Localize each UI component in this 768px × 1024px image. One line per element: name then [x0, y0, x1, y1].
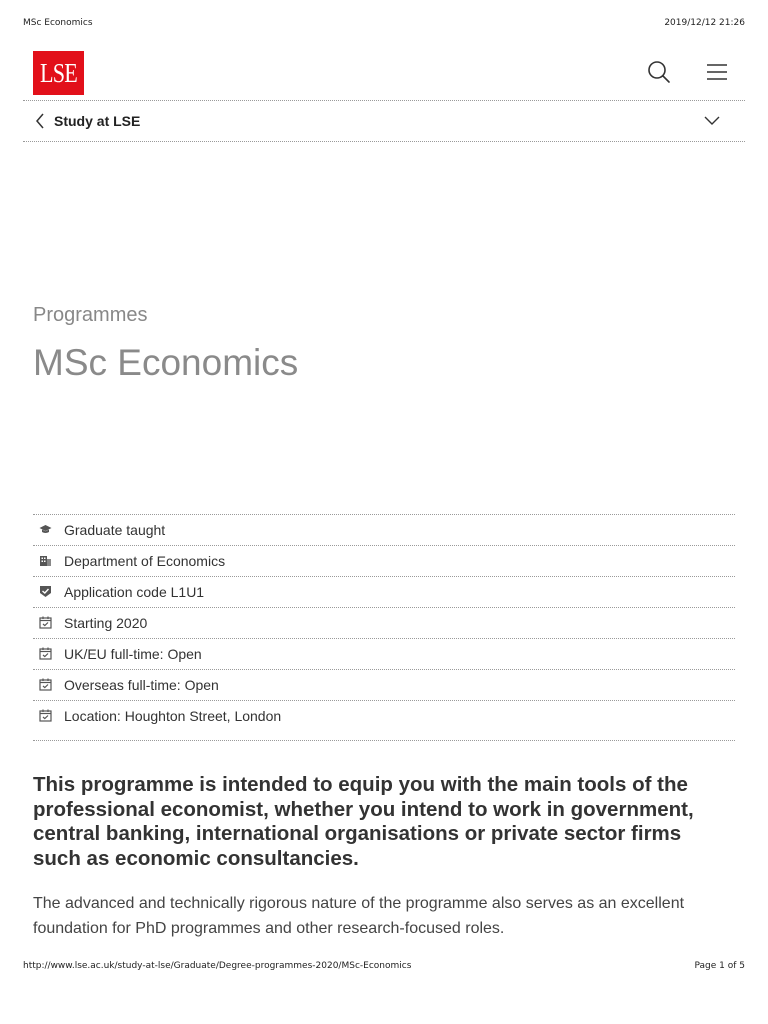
- chevron-left-icon[interactable]: [34, 112, 46, 130]
- print-header-title: MSc Economics: [23, 18, 93, 28]
- calendar-check-icon: [39, 678, 52, 691]
- calendar-check-icon: [39, 616, 52, 629]
- shield-check-icon: [39, 585, 52, 598]
- programme-facts-list: [33, 514, 735, 741]
- fact-item: [33, 546, 735, 577]
- intro-lead-paragraph: This programme is intended to equip you with the main tools of the professional economist, whether you intend to work in government, central banking, international organisations or private sector firms such as economic consultancies.: [33, 773, 694, 870]
- building-icon: [39, 554, 52, 567]
- breadcrumb[interactable]: [23, 101, 745, 142]
- page-title: MSc Economics: [33, 342, 299, 383]
- fact-item: [33, 608, 735, 639]
- fact-text: Graduate taught: [64, 522, 166, 538]
- graduation-cap-icon: [39, 523, 52, 536]
- print-header: [23, 18, 745, 32]
- print-footer: [23, 961, 745, 975]
- search-icon: [645, 58, 673, 86]
- fact-text: UK/EU full-time: Open: [64, 646, 202, 662]
- lse-logo[interactable]: [33, 51, 84, 95]
- calendar-check-icon: [39, 709, 52, 722]
- hamburger-menu-icon: [703, 58, 731, 86]
- print-footer-page: Page 1 of 5: [694, 961, 745, 971]
- logo-text: LSE: [40, 57, 77, 88]
- fact-item: [33, 577, 735, 608]
- fact-text: Overseas full-time: Open: [64, 677, 219, 693]
- breadcrumb-label[interactable]: Study at LSE: [54, 113, 141, 129]
- chevron-down-icon[interactable]: [703, 114, 721, 126]
- fact-item: [33, 639, 735, 670]
- menu-button[interactable]: [703, 58, 731, 86]
- fact-text: Location: Houghton Street, London: [64, 708, 282, 724]
- fact-item: [33, 670, 735, 701]
- calendar-check-icon: [39, 647, 52, 660]
- print-header-date: 2019/12/12 21:26: [664, 18, 745, 28]
- fact-text: Starting 2020: [64, 615, 148, 631]
- fact-item: [33, 515, 735, 546]
- intro-body-paragraph: The advanced and technically rigorous nature of the programme also serves as an excellent foundation for PhD programmes and other research-focused roles.: [33, 895, 685, 937]
- print-footer-url: http://www.lse.ac.uk/study-at-lse/Graduate/Degree-programmes-2020/MSc-Economics: [23, 961, 412, 971]
- search-button[interactable]: [645, 58, 673, 86]
- fact-item: [33, 701, 735, 741]
- fact-text: Application code L1U1: [64, 584, 205, 600]
- site-header: [23, 50, 745, 101]
- fact-text: Department of Economics: [64, 553, 226, 569]
- section-kicker: Programmes: [33, 304, 148, 326]
